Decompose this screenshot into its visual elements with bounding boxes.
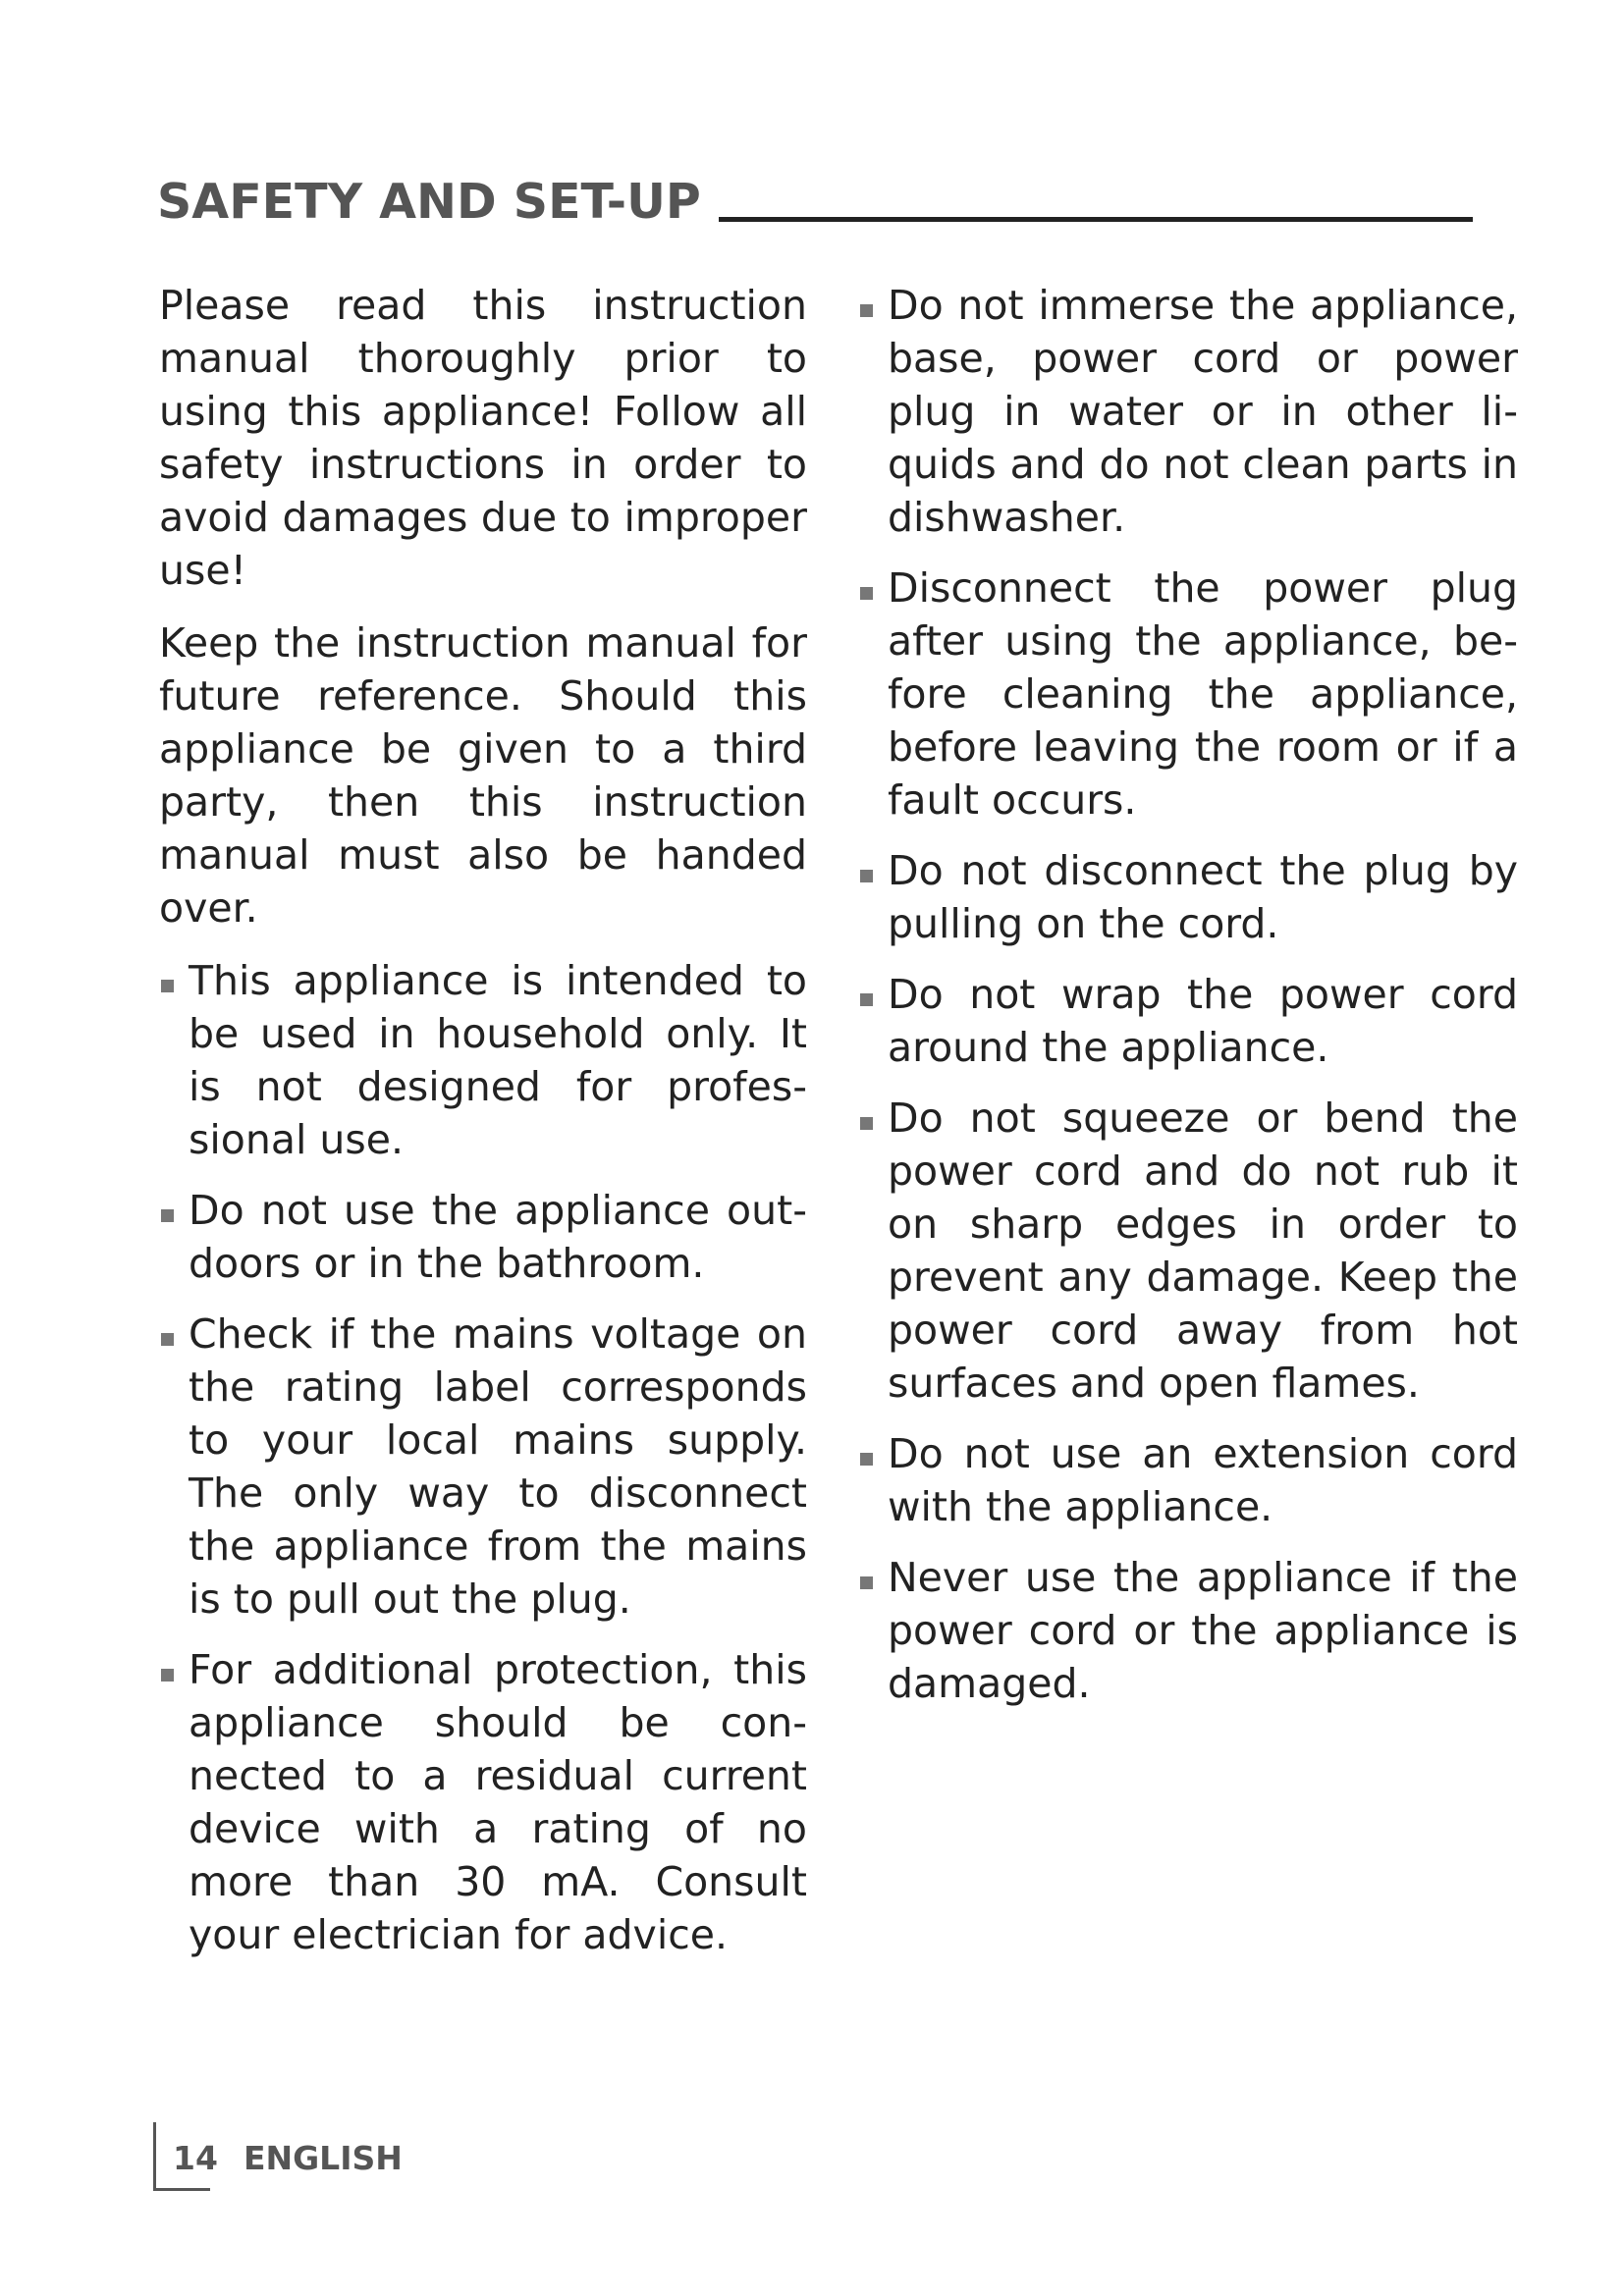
bullet-square-icon — [161, 1333, 174, 1346]
list-item-text: Do not use the appliance outdoors or in the bathroom. — [189, 1187, 807, 1287]
intro-paragraph: Please read this instruction manual thoroughly prior to using this appliance! Follow all safety instructions in order to avoid damages due to improper use! — [159, 282, 807, 594]
list-item — [159, 1643, 807, 1961]
list-item — [858, 968, 1518, 1074]
manual-keep-paragraph: Keep the instruction manual for future reference. Should this appliance be given to a third party, then this instruction manual must also be handed over. — [159, 619, 807, 932]
list-item — [858, 1427, 1518, 1533]
left-column — [159, 279, 807, 1979]
page-title: SAFETY AND SET-UP — [157, 174, 701, 230]
list-item-text: This appliance is intended to be used in household only. It is not designed for professional use. — [189, 957, 807, 1163]
page-footer — [153, 2122, 403, 2193]
list-item — [858, 844, 1518, 950]
list-item-text: For additional protection, this appliance should be connected to a residual current device with a rating of no more than 30 mA. Consult your electrician for advice. — [189, 1646, 807, 1958]
list-item — [159, 1308, 807, 1626]
list-item-text: Never use the appliance if the power cord or the appliance is damaged. — [888, 1554, 1518, 1707]
bullet-square-icon — [860, 1576, 873, 1589]
list-item-text: Do not squeeze or bend the power cord and do not rub it on sharp edges in order to prevent any damage. Keep the power cord away from hot surfaces and open flames. — [888, 1095, 1518, 1407]
list-item-text: Disconnect the power plug after using the appliance, before cleaning the appliance, before leaving the room or if a fault occurs. — [888, 564, 1518, 824]
bullet-square-icon — [860, 587, 873, 600]
list-item — [858, 1092, 1518, 1410]
bullet-square-icon — [860, 993, 873, 1006]
list-item-text: Do not disconnect the plug by pulling on the cord. — [888, 847, 1518, 947]
header-rule — [719, 217, 1473, 222]
bullet-square-icon — [860, 304, 873, 317]
right-column — [858, 279, 1518, 1728]
list-item — [858, 1551, 1518, 1710]
list-item-text: Do not use an extension cord with the appliance. — [888, 1430, 1518, 1530]
list-item — [159, 954, 807, 1166]
page-number: 14 — [173, 2138, 218, 2177]
list-item-text: Check if the mains voltage on the rating label corresponds to your local mains supply. The only way to disconnect the appliance from the mains is to pull out the plug. — [189, 1310, 807, 1623]
list-item — [159, 1184, 807, 1290]
footer-language: ENGLISH — [243, 2138, 403, 2177]
bullet-square-icon — [860, 870, 873, 882]
footer-label — [153, 2139, 403, 2177]
bullet-square-icon — [860, 1453, 873, 1466]
list-item-text: Do not wrap the power cord around the appliance. — [888, 971, 1518, 1071]
page-header — [157, 147, 1473, 230]
bullet-square-icon — [161, 980, 174, 992]
left-bullet-list — [159, 954, 807, 1961]
bullet-square-icon — [161, 1209, 174, 1222]
bullet-square-icon — [860, 1117, 873, 1130]
list-item — [858, 561, 1518, 827]
right-bullet-list — [858, 279, 1518, 1710]
list-item — [858, 279, 1518, 544]
bullet-square-icon — [161, 1669, 174, 1682]
list-item-text: Do not immerse the appliance, base, power cord or power plug in water or in other liquids and do not clean parts in dishwasher. — [888, 282, 1518, 541]
